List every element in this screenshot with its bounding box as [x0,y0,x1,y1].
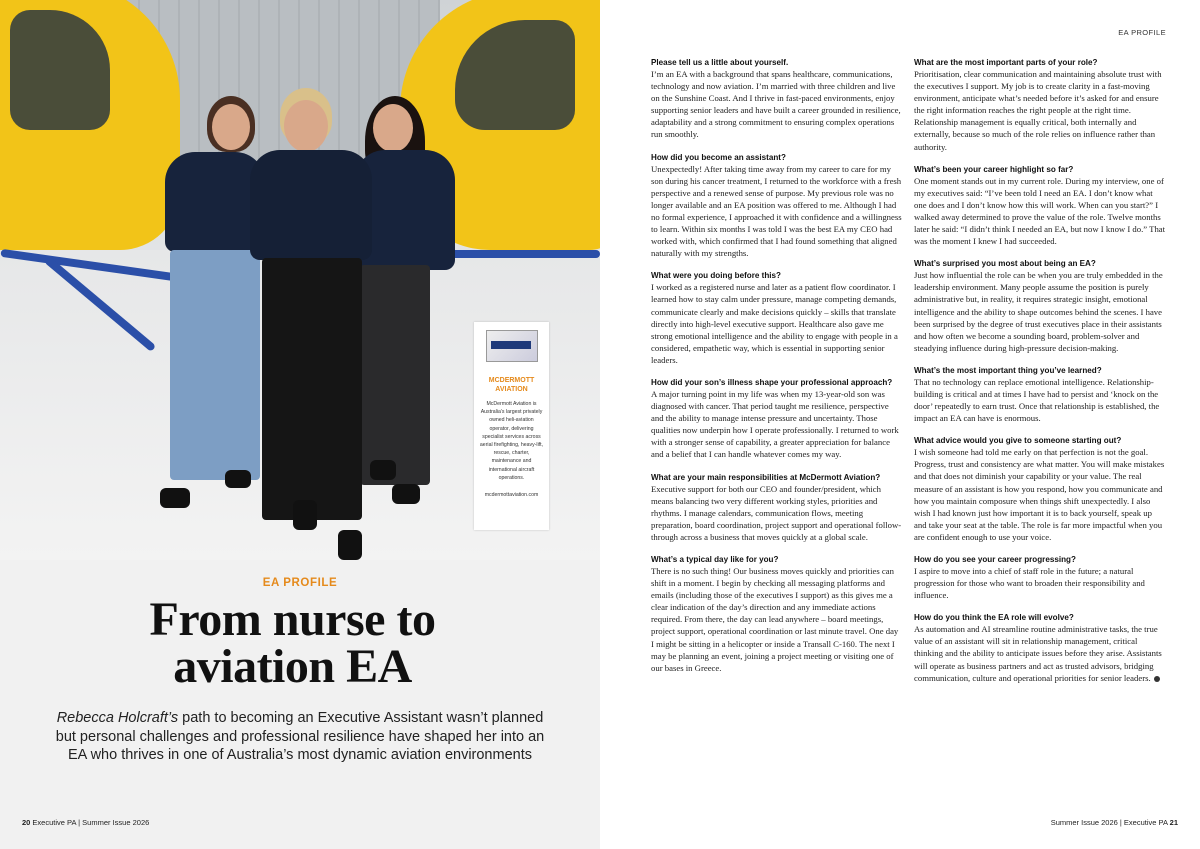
column-2 [914,57,1166,695]
card-title: MCDERMOTT AVIATION [488,377,535,393]
column-1 [651,57,903,685]
question: How do you think the EA role will evolve? [914,613,1074,623]
company-info-card [474,322,549,530]
answer: Unexpectedly! After taking time away from my career to care for my son during his cancer treatment, I returned to the workforce with a fresh perspective and a renewed sense of purpose. My previous role was no longer available and an EA position was offered to me. Although I had no formal experience, I approached it with confidence and a willingness to learn. Within six months I was told I was the best EA my CEO had worked with, which confirmed that I had found something that aligned naturally with my strengths. [651,163,902,259]
answer: I aspire to move into a chief of staff role in the future; a natural progression for those who want to broaden their responsibility and influence. [914,566,1145,601]
answer: I wish someone had told me early on that perfection is not the goal. Progress, trust and consistency are what matter. You will make mistakes and that does not diminish your capability or your value. The real measure of an assistant is how you respond, how you communicate and how you maintain composure when things shift unexpectedly. I also wish I had known just how important it is to back yourself, speak up and take your seat at the table. The role is far more impactful when you are confident enough to use your voice. [914,447,1165,542]
qa-item [651,554,903,674]
qa-item [651,377,903,461]
folio-right-text: Summer Issue 2026 | Executive PA [1050,818,1170,827]
qa-item [914,554,1166,601]
card-url[interactable]: mcdermottaviation.com [484,492,539,499]
answer: One moment stands out in my current role. During my interview, one of my executives said: “I’ve been told I need an EA. I don’t know what one does and I don’t know how this will work. When can you start?” I walked away determined to prove the value of the role. Twelve months later he said: “I didn’t think I needed an EA, but now I know I do.” That was the moment I knew I had succeeded. [914,175,1166,247]
qa-item [651,472,903,543]
qa-item [651,57,903,141]
question: What’s a typical day like for you? [651,555,779,564]
question: How did your son’s illness shape your professional approach? [651,377,893,387]
answer: Just how influential the role can be when you are truly embedded in the leadership environment. Many people assume the position is purely administrative but, in reality, it requires strategic insight, emotional intelligence and the ability to shape outcomes behind the scenes. I have been surprised by the degree of trust executives place in their assistants and how often we become a sounding board, problem-solver and steadying influence during high-pressure decision-making. [914,270,1163,353]
question: Please tell us a little about yourself. [651,58,789,67]
section-kicker: EA PROFILE [262,577,338,589]
mcdermott-logo-icon [486,330,538,362]
answer: There is no such thing! Our business moves quickly and priorities can shift in a moment. I begin by checking all messaging platforms and emails (including those of the executives I support) as this gives me a clear indication of the day’s direction and any immediate actions required. From there, the day can lead anywhere – board meetings, project support, operational coordination or last minute travel. One day I might be sitting in a helicopter or inside a Transall C-160. The next I may be planning an event, joining a project meeting or visiting one of our bases in Greece. [651,566,899,673]
question: What were you doing before this? [651,271,781,281]
headline [0,593,585,693]
page-number-left: 20 [22,818,31,827]
qa-item [651,152,903,260]
answer: Executive support for both our CEO and founder/president, which means balancing two very different working styles, priorities and rhythms. I manage calendars, communication flows, meeting preparation, board coordination, project support and operational follow-through across a business that moves quickly at a global scale. [651,483,902,542]
folio-left-text: Executive PA | Summer Issue 2026 [30,818,150,827]
qa-item [651,270,903,366]
card-body: McDermott Aviation is Australia’s largest privately owned heli-aviation operator, delivering specialist services across aerial firefighting, heavy-lift, rescue, charter, maintenance and international aircraft operations. [479,401,544,481]
qa-item [914,612,1166,683]
question: What’s surprised you most about being an EA? [914,259,1096,269]
qa-item [914,365,1166,424]
answer: A major turning point in my life was when my 13-year-old son was diagnosed with cancer. That period taught me resilience, perspective and the ability to manage intense pressure and uncertainty. Those qualities now underpin how I operate professionally. I returned to work with a stronger sense of capability, a greater appreciation for balance and a belief that I can handle whatever comes my way. [651,388,899,460]
headline-line-2: aviation EA [173,640,412,693]
page-number-right: 21 [1169,818,1178,827]
qa-item [914,164,1166,248]
standfirst-text: path to becoming an Executive Assistant wasn’t planned but personal challenges and professional resilience have shaped her into an EA who thrives in one of Australia’s most dynamic aviation environments [55,710,545,763]
hangar-photo [0,0,600,560]
qa-item [914,435,1166,543]
question: What’s the most important thing you’ve learned? [914,365,1102,375]
answer-final [914,623,1166,683]
standfirst [52,709,548,765]
question: What’s been your career highlight so far? [914,164,1074,174]
answer: I’m an EA with a background that spans healthcare, communications, technology and now aviation. I’m married with three children and live on the Sunshine Coast. And I thrive in fast-paced environments, enjoy supporting senior leaders and have built a career grounded in resilience, adaptability and a strong commitment to ensuring complex operations run smoothly. [651,69,901,140]
answer: Prioritisation, clear communication and maintaining absolute trust with the executives I support. My job is to create clarity in a fast-moving environment, anticipate what’s needed before it’s asked for and ensure the right information reaches the right people at the right time. Relationship management is equally critical, both internally and externally, because so much of the role relies on influence rather than authority. [914,69,1162,152]
right-page [600,0,1200,849]
answer: That no technology can replace emotional intelligence. Relationship-building is critical and at times I have had to persist and ‘knock on the door’ repeatedly to earn trust. Once that relationship is established, the impact an EA can have is enormous. [914,376,1160,424]
qa-item [914,57,1166,153]
headline-line-1: From nurse to [149,593,436,646]
question: How do you see your career progressing? [914,555,1076,564]
answer: As automation and AI streamline routine administrative tasks, the true value of an assistant will sit in relationship management, critical thinking and the ability to anticipate issues before they arise. Assistants will operate as business partners and act as trusted advisors, bridging communication, culture and operational priorities for senior leaders. [914,624,1162,683]
question: How did you become an assistant? [651,152,786,162]
question: What are the most important parts of your role? [914,58,1098,67]
running-head: EA PROFILE [1118,28,1166,37]
answer: I worked as a registered nurse and later as a patient flow coordinator. I learned how to stay calm under pressure, manage competing demands, communicate clearly and make decisions quickly – skills that translate directly into high-level executive support. Healthcare also gave me strong emotional intelligence and the ability to engage with people in a considered, empathetic way, which is essential in supporting senior leaders. [651,282,898,365]
question: What advice would you give to someone starting out? [914,436,1122,446]
folio-left [22,818,149,827]
folio-right [1051,818,1178,827]
standfirst-name: Rebecca Holcraft’s [56,710,179,726]
end-mark-icon [1154,676,1160,682]
qa-item [914,258,1166,354]
question: What are your main responsibilities at McDermott Aviation? [651,472,881,482]
